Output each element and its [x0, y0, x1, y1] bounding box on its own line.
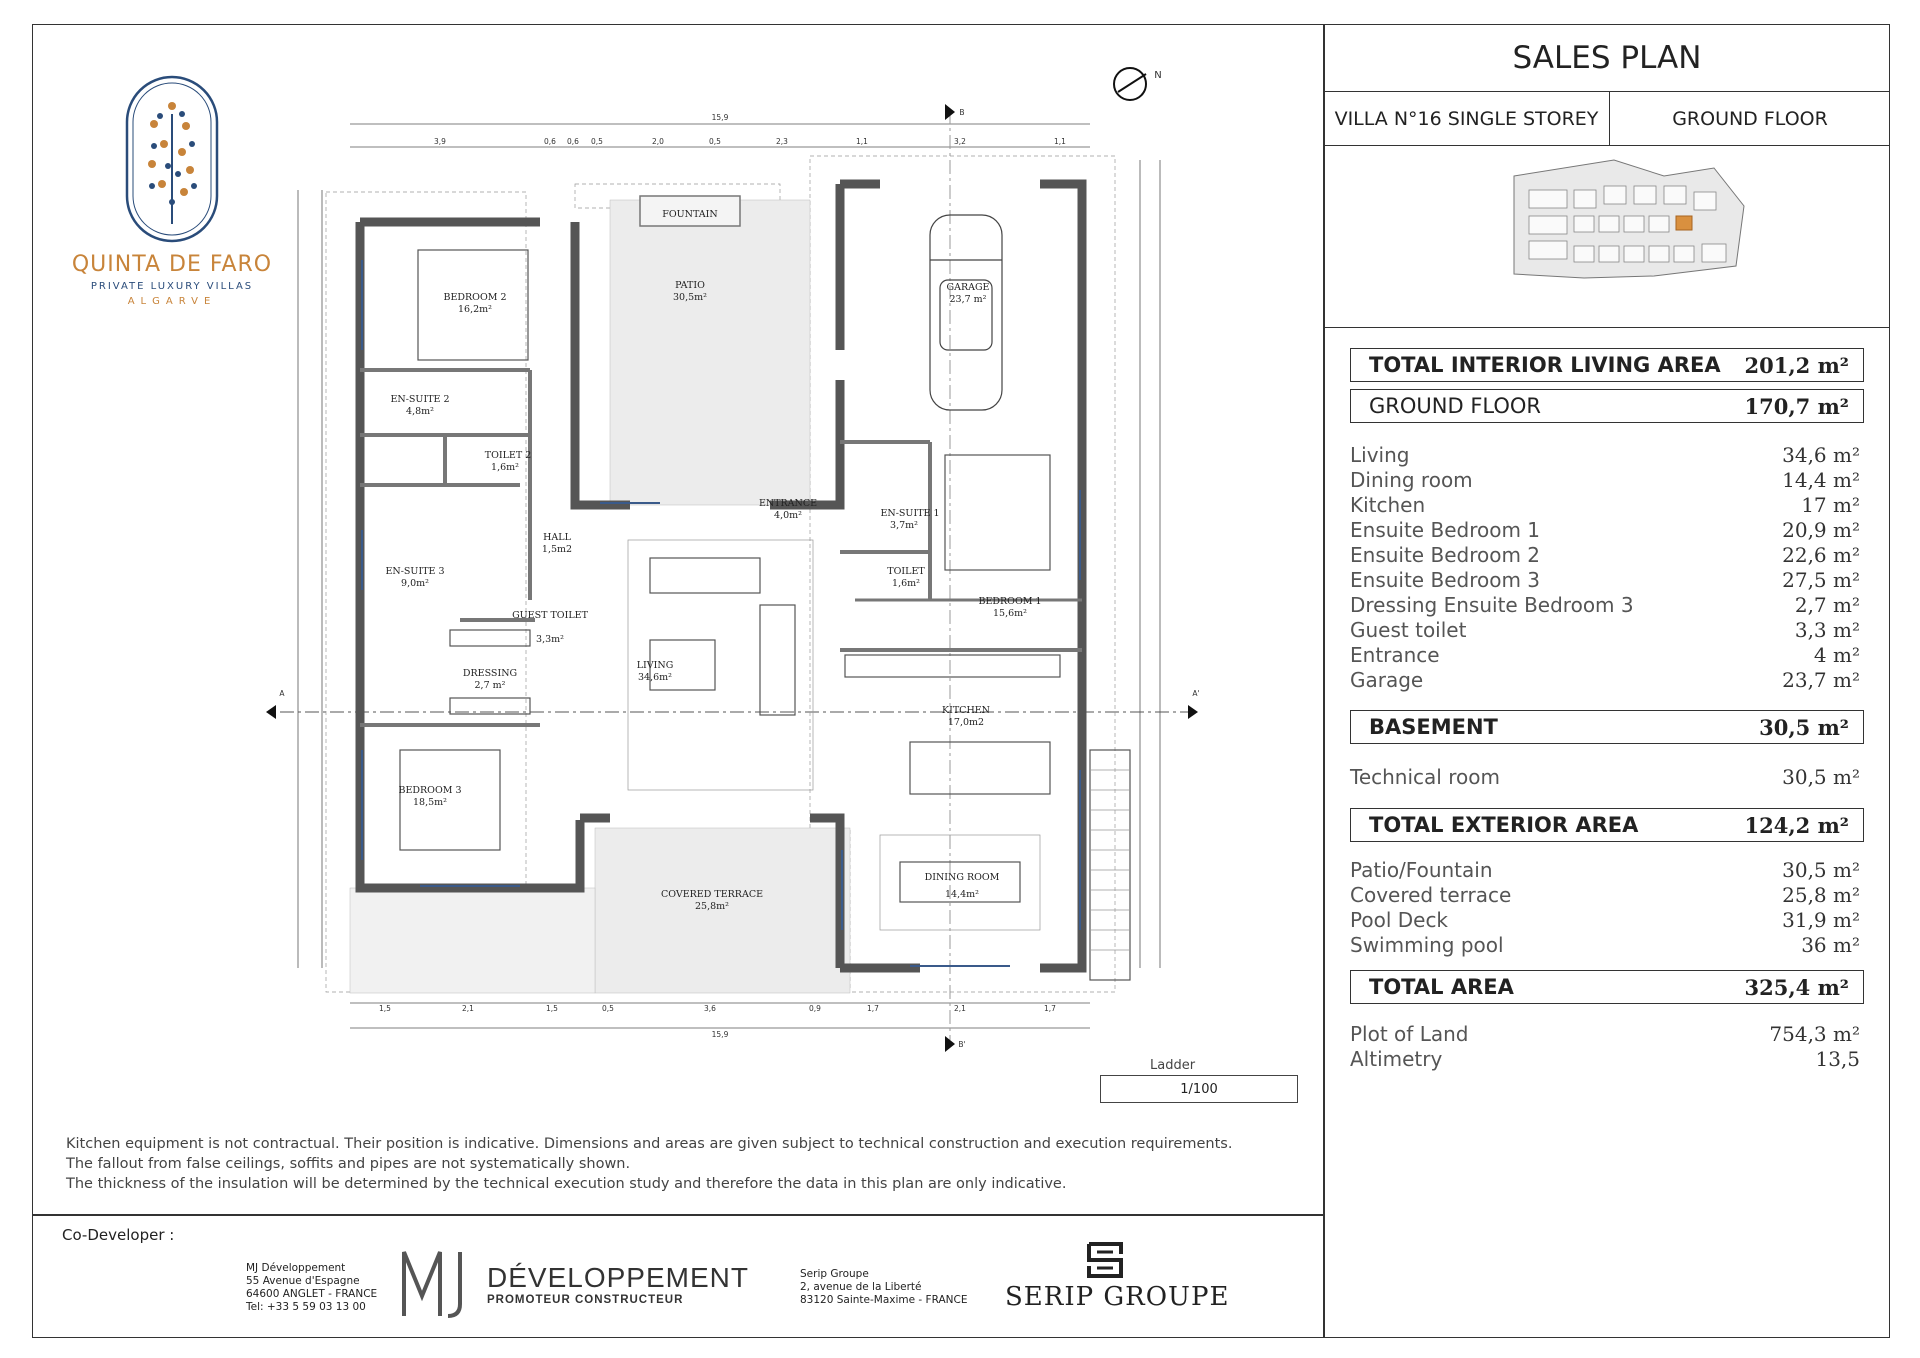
area-label: Plot of Land: [1350, 1022, 1469, 1046]
area-label: Garage: [1350, 668, 1424, 692]
section-a2-label: A': [1192, 689, 1200, 698]
area-label: Dining room: [1350, 468, 1473, 492]
area-value: 31,9 m²: [1782, 908, 1860, 932]
room-hall: HALL: [543, 532, 571, 543]
note-line: Kitchen equipment is not contractual. Their position is indicative. Dimensions and areas are given subject to technical construction and execution requirements.: [66, 1136, 1233, 1152]
room-kitchen: KITCHEN: [942, 705, 990, 716]
car-icon: [930, 215, 1002, 410]
area-value: 754,3 m²: [1769, 1022, 1860, 1046]
area-label: Ensuite Bedroom 2: [1350, 543, 1541, 567]
mj-logo-main: DÉVELOPPEMENT: [487, 1262, 749, 1293]
total-interior-value: 201,2 m²: [1744, 352, 1849, 378]
disclaimer-notes: [66, 1134, 1232, 1194]
villa-label: VILLA N°16 SINGLE STOREY: [1324, 92, 1610, 146]
room-dining-area: 14,4m²: [945, 889, 979, 900]
address-line: 64600 ANGLET - FRANCE: [246, 1288, 378, 1300]
brand-region: ALGARVE: [127, 296, 217, 307]
address-line: 55 Avenue d'Espagne: [246, 1275, 360, 1287]
basement-box: [1350, 710, 1864, 744]
area-value: 34,6 m²: [1782, 443, 1860, 467]
dim-top-2: 0,6: [544, 137, 556, 146]
address-line: 83120 Sainte-Maxime - FRANCE: [800, 1294, 968, 1306]
room-garage-area: 23,7 m²: [949, 294, 987, 305]
total-area-box: [1350, 970, 1864, 1004]
site-map-icon: [1324, 146, 1890, 328]
villa-location-marker: [1676, 216, 1692, 230]
area-row: [1350, 468, 1864, 492]
dim-top-total: 15,9: [711, 113, 729, 122]
area-label: Patio/Fountain: [1350, 858, 1493, 882]
room-guest-toilet: GUEST TOILET: [512, 610, 588, 621]
area-value: 3,3 m²: [1794, 618, 1860, 642]
room-covered-terrace: COVERED TERRACE: [660, 889, 764, 900]
room-guest-toilet-area: 3,3m²: [536, 634, 564, 645]
area-row: [1350, 908, 1864, 932]
dim-top-6: 0,5: [709, 137, 721, 146]
ground-floor-label: GROUND FLOOR: [1369, 394, 1541, 418]
ground-floor-value: 170,7 m²: [1744, 393, 1849, 419]
room-entrance: ENTRANCE: [758, 498, 818, 509]
area-row: [1350, 593, 1864, 617]
room-dressing-area: 2,7 m²: [474, 680, 506, 691]
room-kitchen-area: 17,0m2: [947, 717, 985, 728]
area-row: [1350, 518, 1864, 542]
room-fountain: FOUNTAIN: [662, 209, 718, 220]
area-value: 4 m²: [1813, 643, 1860, 667]
dim-top-3: 0,6: [567, 137, 579, 146]
total-exterior-box: [1350, 808, 1864, 842]
area-value: 14,4 m²: [1782, 468, 1860, 492]
mj-logo-text: [487, 1262, 749, 1306]
room-bedroom1: BEDROOM 1: [978, 596, 1042, 607]
area-row: [1350, 443, 1864, 467]
address-line: MJ Développement: [246, 1262, 346, 1274]
mj-logo-icon: [400, 1246, 480, 1320]
room-bedroom3: BEDROOM 3: [398, 785, 462, 796]
dim-bot-4: 0,5: [602, 1004, 614, 1013]
dim-top-4: 0,5: [591, 137, 603, 146]
room-toilet-area: 1,6m²: [892, 578, 920, 589]
area-label: Kitchen: [1350, 493, 1426, 517]
brand-tagline: PRIVATE LUXURY VILLAS: [90, 281, 254, 292]
area-row: [1350, 668, 1864, 692]
area-label: Technical room: [1350, 765, 1500, 789]
section-marker-a2: [1188, 705, 1198, 719]
area-label: Swimming pool: [1350, 933, 1504, 957]
total-interior-box: [1350, 348, 1864, 382]
address-line: 2, avenue de la Liberté: [800, 1281, 922, 1293]
area-row: [1350, 543, 1864, 567]
room-covered-terrace-area: 25,8m²: [695, 901, 729, 912]
room-ensuite2-area: 4,8m²: [406, 406, 434, 417]
area-value: 36 m²: [1801, 933, 1860, 957]
area-label: Guest toilet: [1350, 618, 1467, 642]
area-value: 13,5: [1815, 1047, 1860, 1071]
room-toilet2: TOILET 2: [484, 450, 532, 461]
mj-address: [246, 1262, 377, 1314]
area-label: Ensuite Bedroom 1: [1350, 518, 1541, 542]
room-ensuite3: EN-SUITE 3: [385, 566, 445, 577]
dim-bot-9: 1,7: [1044, 1004, 1056, 1013]
area-row: [1350, 1022, 1864, 1046]
room-living-area: 34,6m²: [638, 672, 672, 683]
dim-top-10: 1,1: [1054, 137, 1066, 146]
total-area-label: TOTAL AREA: [1369, 975, 1514, 999]
footer-divider: [32, 1214, 1324, 1216]
serip-address: [800, 1268, 967, 1307]
section-a-label: A: [279, 689, 285, 698]
room-living: LIVING: [636, 660, 674, 671]
dim-bot-3: 1,5: [546, 1004, 558, 1013]
dim-bot-8: 2,1: [954, 1004, 966, 1013]
serip-logo-icon: [1085, 1240, 1125, 1280]
area-row: [1350, 643, 1864, 667]
area-label: Altimetry: [1350, 1047, 1443, 1071]
dim-bot-1: 1,5: [379, 1004, 391, 1013]
dim-bot-2: 2,1: [462, 1004, 474, 1013]
area-row: [1350, 618, 1864, 642]
address-line: Serip Groupe: [800, 1268, 869, 1280]
room-ensuite1-area: 3,7m²: [890, 520, 918, 531]
dim-top-7: 2,3: [776, 137, 788, 146]
area-row: [1350, 493, 1864, 517]
total-area-value: 325,4 m²: [1744, 974, 1849, 1000]
dim-top-8: 1,1: [856, 137, 868, 146]
floor-label: GROUND FLOOR: [1610, 92, 1890, 146]
room-bedroom2-area: 16,2m²: [458, 304, 492, 315]
sales-plan-title: SALES PLAN: [1324, 24, 1890, 92]
section-b-label: B: [959, 108, 965, 117]
site-key-map: [1324, 146, 1890, 328]
dim-top-1: 3,9: [434, 137, 446, 146]
room-toilet: TOILET: [887, 566, 925, 577]
dim-bot-total: 15,9: [711, 1030, 729, 1039]
area-label: Ensuite Bedroom 3: [1350, 568, 1541, 592]
room-ensuite3-area: 9,0m²: [401, 578, 429, 589]
section-b2-label: B': [958, 1040, 966, 1049]
area-row: [1350, 568, 1864, 592]
dim-top-5: 2,0: [652, 137, 664, 146]
room-toilet2-area: 1,6m²: [491, 462, 519, 473]
area-row: [1350, 858, 1864, 882]
area-label: Entrance: [1350, 643, 1440, 667]
mj-logo-sub: PROMOTEUR CONSTRUCTEUR: [487, 1294, 684, 1306]
note-line: The fallout from false ceilings, soffits and pipes are not systematically shown.: [66, 1156, 631, 1172]
room-bedroom3-area: 18,5m²: [413, 797, 447, 808]
brand-name: QUINTA DE FARO: [71, 252, 273, 277]
room-ensuite2: EN-SUITE 2: [390, 394, 450, 405]
room-ensuite1: EN-SUITE 1: [880, 508, 940, 519]
total-interior-label: TOTAL INTERIOR LIVING AREA: [1369, 353, 1721, 377]
area-value: 30,5 m²: [1782, 858, 1860, 882]
area-value: 27,5 m²: [1782, 568, 1860, 592]
north-label: N: [1154, 70, 1162, 81]
area-value: 2,7 m²: [1794, 593, 1860, 617]
north-arrow-icon: [1114, 68, 1162, 100]
ground-floor-box: [1350, 389, 1864, 423]
room-patio-area: 30,5m²: [673, 292, 707, 303]
total-exterior-value: 124,2 m²: [1744, 812, 1849, 838]
basement-label: BASEMENT: [1369, 715, 1498, 739]
dim-bot-7: 1,7: [867, 1004, 879, 1013]
room-garage: GARAGE: [946, 282, 990, 293]
area-label: Dressing Ensuite Bedroom 3: [1350, 593, 1634, 617]
room-entrance-area: 4,0m²: [774, 510, 802, 521]
room-hall-area: 1,5m2: [541, 544, 573, 555]
room-patio: PATIO: [675, 280, 705, 291]
dim-bot-5: 3,6: [704, 1004, 716, 1013]
area-value: 23,7 m²: [1782, 668, 1860, 692]
area-label: Living: [1350, 443, 1410, 467]
room-dining: DINING ROOM: [924, 872, 1000, 883]
room-bedroom1-area: 15,6m²: [993, 608, 1027, 619]
area-row: [1350, 883, 1864, 907]
serip-logo-text: SERIP GROUPE: [1005, 1282, 1230, 1312]
dim-bot-6: 0,9: [809, 1004, 821, 1013]
area-row: [1350, 765, 1864, 789]
address-line: Tel: +33 5 59 03 13 00: [246, 1301, 366, 1313]
note-line: The thickness of the insulation will be determined by the technical execution study and therefore the data in this plan are only indicative.: [66, 1176, 1067, 1192]
room-bedroom2: BEDROOM 2: [443, 292, 507, 303]
codeveloper-label: Co-Developer :: [62, 1226, 175, 1244]
section-marker-a: [266, 705, 276, 719]
area-row: [1350, 1047, 1864, 1071]
room-dressing: DRESSING: [462, 668, 518, 679]
area-row: [1350, 933, 1864, 957]
total-exterior-label: TOTAL EXTERIOR AREA: [1369, 813, 1639, 837]
basement-value: 30,5 m²: [1759, 714, 1849, 740]
area-label: Covered terrace: [1350, 883, 1512, 907]
scale-label: Ladder: [1150, 1058, 1196, 1073]
dim-top-9: 3,2: [954, 137, 966, 146]
area-value: 30,5 m²: [1782, 765, 1860, 789]
area-label: Pool Deck: [1350, 908, 1449, 932]
area-value: 20,9 m²: [1782, 518, 1860, 542]
area-value: 17 m²: [1801, 493, 1860, 517]
area-value: 25,8 m²: [1782, 883, 1860, 907]
area-value: 22,6 m²: [1782, 543, 1860, 567]
scale-value: 1/100: [1100, 1075, 1298, 1103]
